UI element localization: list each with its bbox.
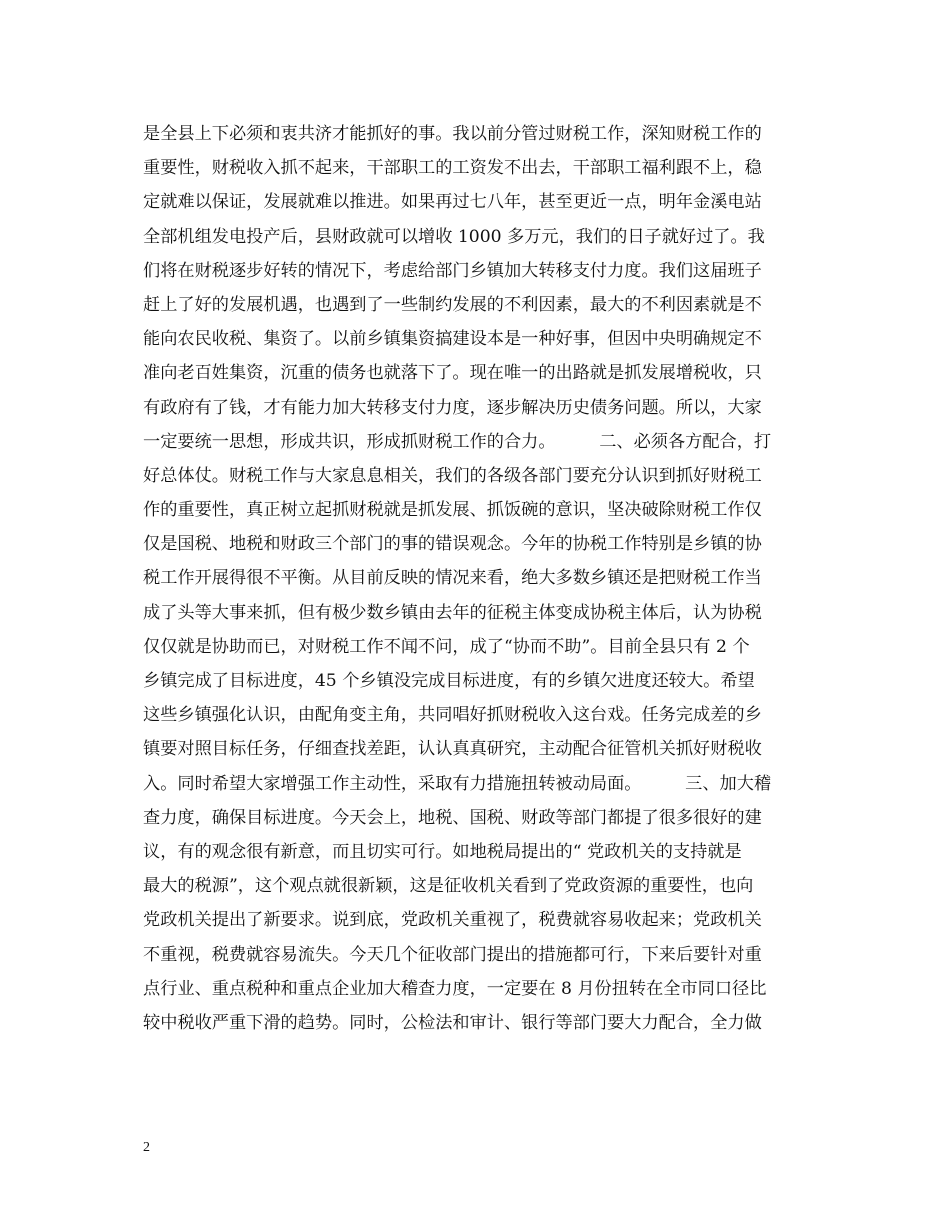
- text-line: 较中税收严重下滑的趋势。同时，公检法和审计、银行等部门要大力配合，全力做: [143, 1012, 762, 1033]
- text-line: 是全县上下必须和衷共济才能抓好的事。我以前分管过财税工作，深知财税工作的: [143, 124, 762, 144]
- text-line: 乡镇完成了目标进度，45 个乡镇没完成目标进度，有的乡镇欠进度还较大。希望: [143, 671, 755, 691]
- text-line: 仅仅就是协助而已，对财税工作不闻不问，成了“协而不助”。目前全县只有 2 个: [143, 636, 750, 657]
- text-line: 点行业、重点税种和重点企业加大稽查力度，一定要在 8 月份扭转在全市同口径比: [143, 978, 767, 999]
- text-line: 税工作开展得很不平衡。从目前反映的情况来看，绝大多数乡镇还是把财税工作当: [143, 568, 762, 589]
- text-line: 议，有的观念很有新意，而且切实可行。如地税局提出的“ 党政机关的支持就是: [143, 841, 742, 862]
- text-line: 一定要统一思想，形成共识，形成抓财税工作的合力。 二、必须各方配合，打: [143, 431, 772, 452]
- text-line: 仅是国税、地税和财政三个部门的事的错误观念。今年的协税工作特别是乡镇的协: [143, 534, 762, 555]
- text-line: 查力度，确保目标进度。今天会上，地税、国税、财政等部门都提了很多很好的建: [143, 807, 762, 828]
- text-line: 最大的税源”，这个观点就很新颖，这是征收机关看到了党政资源的重要性，也向: [143, 876, 754, 897]
- text-line: 不重视，税费就容易流失。今天几个征收部门提出的措施都可行，下来后要针对重: [143, 944, 762, 965]
- page-number: 2: [143, 1140, 150, 1155]
- body-text: [143, 117, 823, 1040]
- text-line: 作的重要性，真正树立起抓财税就是抓发展、抓饭碗的意识，坚决破除财税工作仅: [143, 500, 762, 521]
- text-line: 入。同时希望大家增强工作主动性，采取有力措施扭转被动局面。 三、加大稽: [143, 773, 772, 794]
- text-line: 定就难以保证，发展就难以推进。如果再过七八年，甚至更近一点，明年金溪电站: [143, 192, 762, 213]
- text-line: 准向老百姓集资，沉重的债务也就落下了。现在唯一的出路就是抓发展增税收，只: [143, 363, 762, 384]
- text-line: 这些乡镇强化认识，由配角变主角，共同唱好抓财税收入这台戏。任务完成差的乡: [143, 705, 762, 726]
- text-line: 镇要对照目标任务，仔细查找差距，认认真真研究，主动配合征管机关抓好财税收: [143, 739, 762, 760]
- text-line: 能向农民收税、集资了。以前乡镇集资搞建设本是一种好事，但因中央明确规定不: [143, 329, 762, 350]
- text-line: 重要性，财税收入抓不起来，干部职工的工资发不出去，干部职工福利跟不上，稳: [143, 158, 762, 179]
- text-line: 们将在财税逐步好转的情况下，考虑给部门乡镇加大转移支付力度。我们这届班子: [143, 260, 762, 281]
- text-line: 有政府有了钱，才有能力加大转移支付力度，逐步解决历史债务问题。所以，大家: [143, 397, 762, 418]
- text-line: 成了头等大事来抓，但有极少数乡镇由去年的征税主体变成协税主体后，认为协税: [143, 602, 762, 623]
- text-line: 好总体仗。财税工作与大家息息相关，我们的各级各部门要充分认识到抓好财税工: [143, 465, 762, 486]
- text-line: 党政机关提出了新要求。说到底，党政机关重视了，税费就容易收起来；党政机关: [143, 910, 762, 931]
- text-line: 赶上了好的发展机遇，也遇到了一些制约发展的不利因素，最大的不利因素就是不: [143, 294, 762, 315]
- text-line: 全部机组发电投产后，县财政就可以增收 1000 多万元，我们的日子就好过了。我: [143, 226, 765, 247]
